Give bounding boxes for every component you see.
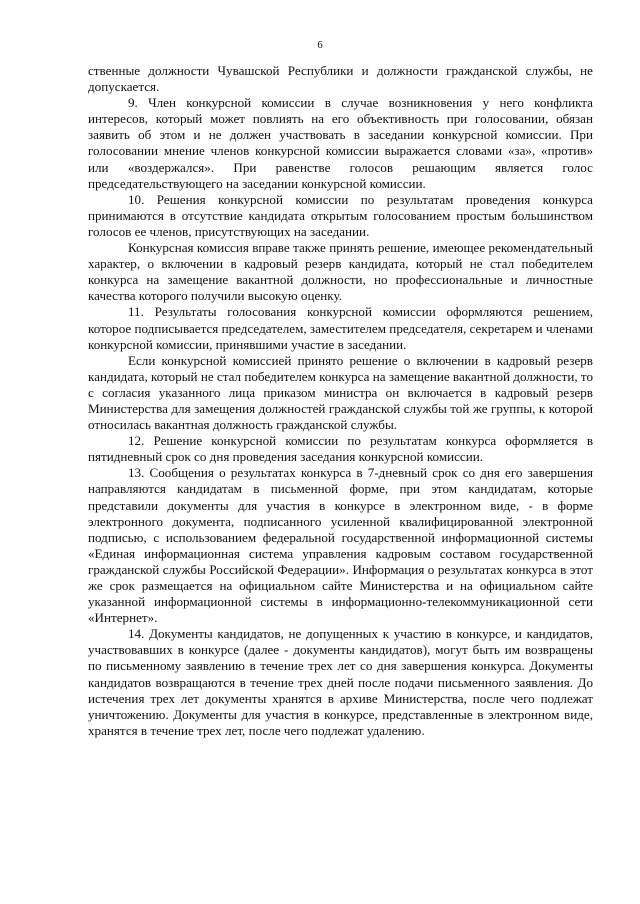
paragraph-item-11: 11. Результаты голосования конкурсной комиссии оформляются решением, которое подписывается председателем, заместителем председателя, секретарем и членами конкурсной комиссии, принявшими участие в заседании.: [88, 304, 593, 352]
paragraph-reserve-inclusion: Если конкурсной комиссией принято решение о включении в кадровый резерв кандидата, который не стал победителем конкурса на замещение вакантной должности, то с согласия указанного лица приказом министра он включается в кадровый резерв Министерства для замещения должностей гражданской службы той же группы, к которой относилась вакантная должность гражданской службы.: [88, 352, 593, 433]
paragraph-continuation: ственные должности Чувашской Республики и должности гражданской службы, не допускается.: [88, 63, 593, 95]
document-body: [88, 63, 593, 739]
paragraph-item-9: 9. Член конкурсной комиссии в случае возникновения у него конфликта интересов, который может повлиять на его объективность при голосовании, обязан заявить об этом и не должен участвовать в заседании конкурсной комиссии. При голосовании мнение членов конкурсной комиссии выражается словами «за», «против» или «воздержался». При равенстве голосов решающим является голос председательствующего на заседании конкурсной комиссии.: [88, 95, 593, 191]
paragraph-item-12: 12. Решение конкурсной комиссии по результатам конкурса оформляется в пятидневный срок со дня проведения заседания конкурсной комиссии.: [88, 433, 593, 465]
page-number: 6: [317, 40, 323, 51]
paragraph-reserve-recommendation: Конкурсная комиссия вправе также принять решение, имеющее рекомендательный характер, о включении в кадровый резерв кандидата, который не стал победителем конкурса на замещение вакантной должности, но профессиональные и личностные качества которого получили высокую оценку.: [88, 240, 593, 304]
paragraph-item-14: 14. Документы кандидатов, не допущенных к участию в конкурсе, и кандидатов, участвовавших в конкурсе (далее - документы кандидатов), могут быть им возвращены по письменному заявлению в течение трех лет со дня завершения конкурса. Документы кандидатов возвращаются в течение трех дней после подачи письменного заявления. До истечения трех лет документы хранятся в архиве Министерства, после чего подлежат уничтожению. Документы для участия в конкурсе, представленные в электронном виде, хранятся в течение трех лет, после чего подлежат удалению.: [88, 626, 593, 738]
paragraph-item-10: 10. Решения конкурсной комиссии по результатам проведения конкурса принимаются в отсутствие кандидата открытым голосованием простым большинством голосов ее членов, присутствующих на заседании.: [88, 191, 593, 239]
paragraph-item-13: 13. Сообщения о результатах конкурса в 7-дневный срок со дня его завершения направляются кандидатам в письменной форме, при этом кандидатам, которые представили документы для участия в конкурсе в электронном виде, - в форме электронного документа, подписанного усиленной квалифицированной электронной подписью, с использованием федеральной государственной информационной системы «Единая информационная система управления кадровым составом государственной гражданской службы Российской Федерации». Информация о результатах конкурса в этот же срок размещается на официальном сайте Министерства и на официальном сайте указанной информационной системы в информационно-телекоммуникационной сети «Интернет».: [88, 465, 593, 626]
